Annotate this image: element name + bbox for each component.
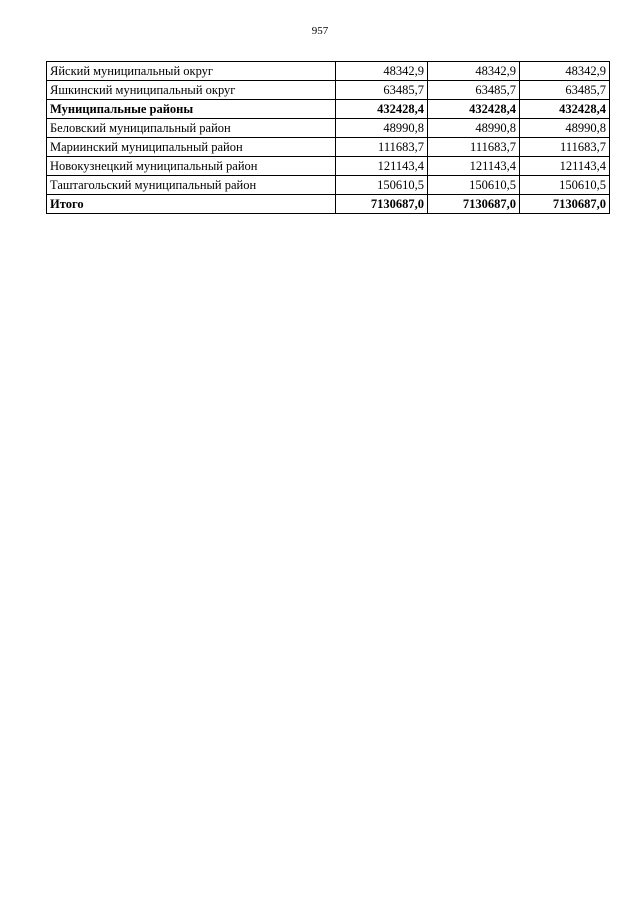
table-row xyxy=(47,62,610,81)
row-value-1: 121143,4 xyxy=(336,157,428,176)
row-value-2: 7130687,0 xyxy=(428,195,520,214)
row-name: Муниципальные районы xyxy=(47,100,336,119)
row-name: Итого xyxy=(47,195,336,214)
row-value-1: 432428,4 xyxy=(336,100,428,119)
table-row xyxy=(47,176,610,195)
row-name: Яйский муниципальный округ xyxy=(47,62,336,81)
section-row-municipal-districts xyxy=(47,100,610,119)
row-value-1: 150610,5 xyxy=(336,176,428,195)
row-value-3: 48990,8 xyxy=(520,119,610,138)
row-name: Беловский муниципальный район xyxy=(47,119,336,138)
table-row xyxy=(47,138,610,157)
page-number: 957 xyxy=(311,25,329,37)
row-value-3: 111683,7 xyxy=(520,138,610,157)
table-row xyxy=(47,81,610,100)
row-value-2: 111683,7 xyxy=(428,138,520,157)
row-value-2: 121143,4 xyxy=(428,157,520,176)
row-name: Яшкинский муниципальный округ xyxy=(47,81,336,100)
table-row xyxy=(47,157,610,176)
total-row xyxy=(47,195,610,214)
row-value-2: 48342,9 xyxy=(428,62,520,81)
row-value-1: 63485,7 xyxy=(336,81,428,100)
row-value-2: 432428,4 xyxy=(428,100,520,119)
row-value-3: 121143,4 xyxy=(520,157,610,176)
row-name: Новокузнецкий муниципальный район xyxy=(47,157,336,176)
row-value-2: 48990,8 xyxy=(428,119,520,138)
row-name: Таштагольский муниципальный район xyxy=(47,176,336,195)
row-value-2: 63485,7 xyxy=(428,81,520,100)
row-value-3: 48342,9 xyxy=(520,62,610,81)
row-value-1: 48342,9 xyxy=(336,62,428,81)
row-value-3: 63485,7 xyxy=(520,81,610,100)
row-value-2: 150610,5 xyxy=(428,176,520,195)
row-value-3: 7130687,0 xyxy=(520,195,610,214)
table-row xyxy=(47,119,610,138)
row-value-1: 7130687,0 xyxy=(336,195,428,214)
row-name: Мариинский муниципальный район xyxy=(47,138,336,157)
row-value-1: 111683,7 xyxy=(336,138,428,157)
row-value-3: 150610,5 xyxy=(520,176,610,195)
row-value-3: 432428,4 xyxy=(520,100,610,119)
row-value-1: 48990,8 xyxy=(336,119,428,138)
budget-table xyxy=(46,61,610,214)
